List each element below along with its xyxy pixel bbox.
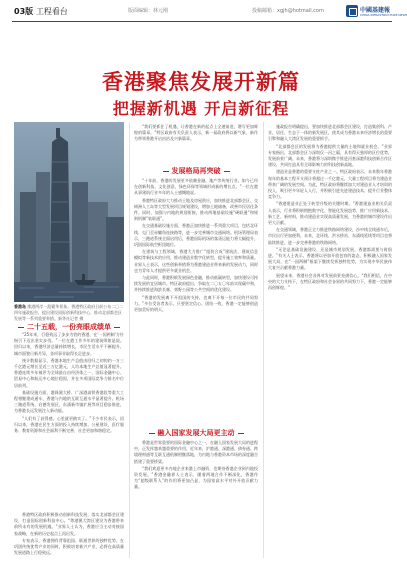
submission-email: 投稿邮箱：xgjh@hotmail.com <box>252 8 324 14</box>
photo-caption <box>14 304 124 322</box>
section-title-2: 发展格局再突破 <box>134 166 258 176</box>
paragraph: 在建筑与工程领域，香港大力推广“组装合成”建筑法、建筑信息模拟等新技术的应用，推动建造业数字化转型，提升施工效率和质量。业界人士表示，这些创新举措将为香港建造业带来新的发展动力，同时也为青年人才提供更多就业机会。 <box>134 249 258 273</box>
article-column-3 <box>268 124 392 558</box>
main-headline: 香港聚焦发展开新篇 <box>102 70 300 94</box>
logo-subtitle: CHINA INFRASTRUCTURE NEWS <box>360 13 407 17</box>
paragraph: 基础设施方面，港珠澳大桥、广深港高铁香港段等重大工程相继建成通车，香港与内地的互联互通水平显著提升。机场三跑道系统、启德发展区、东涌新市镇扩展等项目稳步推进，为香港长远发展注入新动能。 <box>14 389 124 414</box>
paragraph: 专家表示，香港拥有背靠祖国、联通世界的独特优势，在巩固传统优势产业的同时，积极培育新兴产业，必将在高质量发展道路上行稳致远。 <box>14 537 124 556</box>
paragraph: 建造业是香港的重要支柱产业之一。特区政府表示，未来数年香港每年的基本工程开支预计将超过一千亿港元，大量工程项目将为建造业带来广阔的发展空间。为此，特区政府将继续加大对建造业人才培训的投入，吸引更多年轻人入行，并积极引进先进建造技术，提升行业整体竞争力。 <box>268 169 392 200</box>
section-title-3: 融入国家发展大局更主动 <box>134 428 258 438</box>
paragraph: “香港的发展离不开祖国的支持，也离不开每一位市民的共同努力。”多位受访者表示，只要坚定信心、团结一致，香港一定能够创造更加美好的明天。 <box>134 294 258 313</box>
article-column-1 <box>14 332 124 510</box>
paragraph: “我们要抓住了机遇，让香港在新的起点上全速前进，谱写更加辉煌的篇章。”特区政府有关负责人表示，新一届政府将以新气象、新作为带领香港开启由治及兴新篇章。 <box>134 124 258 142</box>
column-divider <box>263 122 264 558</box>
article-photo <box>14 122 124 302</box>
paragraph: 与此同时，香港积极发展绿色金融，推动低碳转型，加快建设可持续发展的宜居城市。特区政府提出，争取在二〇五〇年前实现碳中和，并持续推进海滨长廊、郊野公园等公共空间的优化建设。 <box>134 275 258 293</box>
article-column-2-lower <box>134 440 258 558</box>
page-number: 03版 工程看台 <box>14 7 68 16</box>
paragraph: “香港建造业正处于转型升级的关键时期。”香港建造业相关负责人表示，行业将积极拥抱数字化、智能化发展趋势，推广应用新技术、新工艺、新材料，推动建造业实现高质量发展，为香港的城市建设作出更大贡献。 <box>268 201 392 226</box>
paragraph: 香港是世界重要的国际金融中心之一，在融入国家发展大局的进程中，正发挥越来越重要的作用。近年来，沪港通、深港通、债券通、跨境理财通等互联互通机制相继落地，为内地与香港资本市场的深度融合搭建了重要桥梁。 <box>134 440 258 464</box>
header-divider <box>12 21 392 22</box>
paragraph: “人们有了获得感，心里就更踏实了。”不少市民表示，回归以来，香港在民生方面的投入持续增加，公屋建设、医疗服务、教育资源和社会福利不断完善，社会更加和谐稳定。 <box>14 415 124 434</box>
paragraph: 在交通基础设施方面，香港正加快推进一系列重大项目，包括北环线、屯门至赤鱲角连接路等，进一步完善城市交通网络。机场管理局表示，三跑道系统全面启用后，香港国际机场的客货运能力将大幅提升，巩固国际航空枢纽地位。 <box>134 223 258 248</box>
paragraph: “北部都会区的发展将为香港提供大量的土地和就业机会。”业界专家指出，北部都会区与深圳仅一河之隔，具有得天独厚的区位优势，发展前景广阔。未来，香港将与深圳携手推进河套深港科技创新合作区建设，共同打造具有全球影响力的科技创新高地。 <box>268 143 392 168</box>
article-column-2 <box>134 178 258 424</box>
newspaper-logo <box>346 4 407 20</box>
caption-label: 香港岛 <box>14 304 26 309</box>
logo-mark-icon <box>346 5 358 17</box>
editor-credit: 版面编辑：林元刚 <box>128 8 169 14</box>
paragraph: 香港特区政府大力推动土地及房屋供应，加快推进北部都会区、交椅洲人工岛等大型发展项目规划建设，增加土地储备，改善市民居住条件。同时，加强与内地的规划衔接，推动两地基础设施“硬联通”和规则机制“软联通”。 <box>134 197 258 222</box>
paragraph: “无论是基础设施建设，还是城市规划发展，香港都需要与时俱进。”有关人士表示，香港将以更加开放包容的姿态，积极融入国家发展大局，在“一国两制”框架下继续发挥独特优势，为实现中华民族伟大复兴贡献香港力量。 <box>268 246 392 271</box>
paragraph: “25年来，行稳致远了步步为营的香港，在‘一国两制’方针指引下迈出坚实步伐。”一位在港工作多年的建筑师如是说。回归以来，香港经济总量持续增长，市民生活水平不断提升，城市面貌日新月异，各项事业取得长足进步。 <box>14 332 124 356</box>
paragraph: “我们欢迎更多内地企业来港上市融资，也期待香港企业到内地投资发展。”香港金融界人士表示，随着两地合作不断深化，香港作为“超级联系人”的作用将更加凸显，为国家高水平对外开放贡献力量。 <box>134 465 258 490</box>
paragraph: 在交通领域，香港正全力推进铁路网络建设，沙中线全线通车后，市民出行更加便利。未来，北环线、洪水桥站、东涌线延线等项目也将陆续推进，进一步完善香港的铁路网络。 <box>268 227 392 245</box>
paragraph: 展望未来，香港社会各界对发展前景充满信心。“我们相信，在中央的大力支持下，在特区政府和社会各界的共同努力下，香港一定能够再创辉煌。” <box>268 272 392 291</box>
article-column-1-lower <box>14 512 124 558</box>
page-header <box>0 0 407 24</box>
logo-name: 中國基建報 <box>360 7 391 14</box>
sub-headline: 把握新机遇 开启新征程 <box>112 99 290 118</box>
caption-text: 维港两岸一派繁华景象。香港特区政府日前公布二〇二四年施政报告，提出建设国际创新科技中心、推动北部都会区发展等一系列重要举措。新华社记者 摄 <box>14 304 124 321</box>
section-name: 工程看台 <box>35 7 68 16</box>
paragraph: 施政报告明确提出，要加快推进北部都会区建设，打造集创科、产业、居住、生态于一体的新发展区，使其成为香港未来经济增长的重要引擎和融入大湾区发展的重要抓手。 <box>268 124 392 142</box>
skyline-photo-illustration <box>14 122 124 302</box>
paragraph: “十年前，香港的发展更多依赖金融、地产等传统行业，如今已经在创新科技、文化创意、绿色环保等领域形成新的增长点。”一位在港从事建筑行业多年的人士感慨地说。 <box>134 178 258 196</box>
paragraph: 香港特区政府积极推动创新科技发展，落实北部都会区建设，打造国际创新科技中心。“粤港澳大湾区建设为香港带来前所未有的发展机遇。”业界人士认为，香港应当主动对接国家战略，在新的历史起点上再出发。 <box>14 512 124 536</box>
paragraph: 统计数据显示，香港本地生产总值由回归之初的约一万三千亿港元增长至近三万亿港元，人均本地生产总值显著提升。香港连续多年被评为全球最自由经济体之一，国际金融中心、贸易中心和航运中心地位稳固，并在多项国际竞争力排名中位居前列。 <box>14 357 124 388</box>
article-column-2-intro <box>134 124 258 162</box>
section-title-1: 二十五载，一份亮眼成绩单 <box>14 322 124 332</box>
column-divider <box>129 122 130 558</box>
